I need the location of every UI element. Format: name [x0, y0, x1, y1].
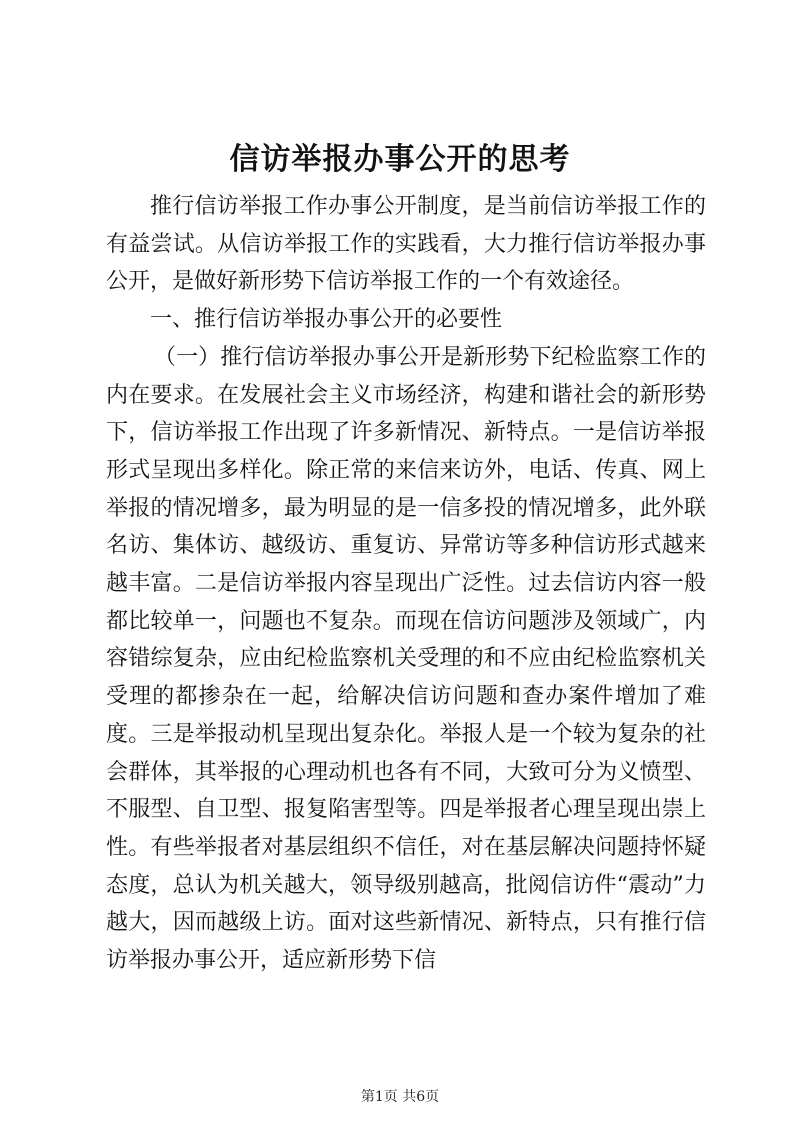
- document-body: [106, 188, 706, 980]
- document-title: 信访举报办事公开的思考: [229, 142, 571, 177]
- intro-paragraph: 推行信访举报工作办事公开制度，是当前信访举报工作的有益尝试。从信访举报工作的实践看，大力推行信访举报办事公开，是做好新形势下信访举报工作的一个有效途径。: [106, 194, 706, 295]
- body-paragraph: （一）推行信访举报办事公开是新形势下纪检监察工作的内在要求。在发展社会主义市场经济，构建和谐社会的新形势下，信访举报工作出现了许多新情况、新特点。一是信访举报形式呈现出多样化。除正常的来信来访外，电话、传真、网上举报的情况增多，最为明显的是一信多投的情况增多，此外联名访、集体访、越级访、重复访、异常访等多种信访形式越来越丰富。二是信访举报内容呈现出广泛性。过去信访内容一般都比较单一，问题也不复杂。而现在信访问题涉及领域广，内容错综复杂，应由纪检监察机关受理的和不应由纪检监察机关受理的都掺杂在一起，给解决信访问题和查办案件增加了难度。三是举报动机呈现出复杂化。举报人是一个较为复杂的社会群体，其举报的心理动机也各有不同，大致可分为义愤型、不服型、自卫型、报复陷害型等。四是举报者心理呈现出崇上性。有些举报者对基层组织不信任，对在基层解决问题持怀疑态度，总认为机关越大，领导级别越高，批阅信访件“震动”力越大，因而越级上访。面对这些新情况、新特点，只有推行信访举报办事公开，适应新形势下信: [106, 344, 706, 974]
- section-heading: 一、推行信访举报办事公开的必要性: [150, 307, 503, 333]
- page-number: 第1页 共6页: [360, 1089, 440, 1105]
